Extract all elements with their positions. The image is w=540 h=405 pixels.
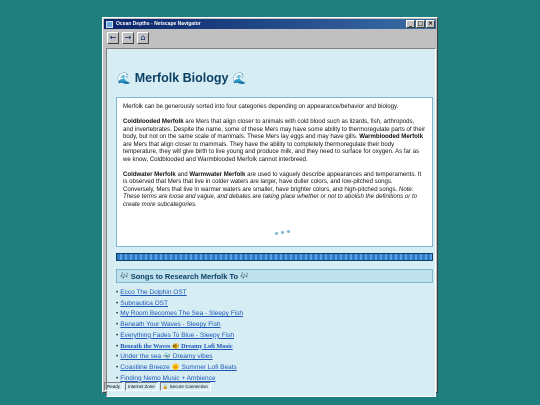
- list-item: • Under the sea 🐳 Dreamy vibes: [116, 353, 213, 361]
- status-secure: 🔒 Secure Connection: [160, 382, 211, 391]
- forward-button[interactable]: →: [122, 32, 134, 44]
- warmwater-term: Warmwater Merfolk: [189, 170, 246, 178]
- water-paragraph: [123, 171, 426, 209]
- status-zone: Internet Zone: [125, 382, 158, 391]
- back-button[interactable]: ←: [107, 32, 119, 44]
- close-button[interactable]: ×: [427, 20, 434, 27]
- songs-header: [116, 269, 433, 283]
- browser-window: [102, 17, 438, 393]
- window-controls: [406, 20, 435, 28]
- list-item: • Subnautica OST: [116, 299, 168, 307]
- progress-bar: [116, 253, 433, 261]
- song-link[interactable]: Subnautica OST: [120, 299, 168, 307]
- coldblooded-text: are Mers that align closer to animals with cold blood such as lizards, fish, arthropods, and invertebrates. Despite the name, some of these Mers may have some ability to thermoregulate parts of their body, but not on the same scale of mammals. These Mers lay eggs and may have gills.: [123, 118, 426, 140]
- song-link[interactable]: My Room Becomes The Sea - Sleepy Fish: [120, 310, 243, 318]
- songs-list: [116, 288, 243, 384]
- list-item: • Ecco The Dolphin OST: [116, 289, 187, 296]
- list-item: • Coastline Breeze 🌞 Summer Lofi Beats: [116, 363, 237, 371]
- list-item: • Beneath Your Waves - Sleepy Fish: [116, 321, 221, 329]
- song-link[interactable]: Beneath Your Waves - Sleepy Fish: [120, 321, 221, 329]
- warmblooded-term: Warmblooded Merfolk: [359, 133, 423, 140]
- page-title-text: Merfolk Biology: [134, 71, 229, 85]
- songs-header-text: Songs to Research Merfolk To: [130, 271, 239, 281]
- biology-info-box: [116, 97, 433, 247]
- music-notes-icon: 🎶: [120, 272, 129, 280]
- terms-note: Note: These terms are loose and vague, and debates are taking place whether or not to abolish the definitions or to create more subcategories.: [123, 185, 418, 208]
- song-link[interactable]: Everything Fades To Blue - Sleepy Fish: [120, 331, 234, 339]
- water-text: are used to vaguely describe appearances and temperaments. It is observed that Mers that live in colder waters are larger, have duller colors, and low-pitched songs. Conversely, Mers that live in warmer waters are smaller, have brighter colors, and high-pitched songs.: [123, 170, 422, 193]
- maximize-button[interactable]: □: [417, 20, 424, 27]
- wave-icon: 🌊: [117, 71, 131, 85]
- page-content[interactable]: [106, 48, 436, 397]
- status-ready: Ready: [104, 382, 123, 391]
- list-item: • Everything Fades To Blue - Sleepy Fish: [116, 331, 234, 339]
- music-notes-icon: 🎶: [240, 272, 249, 280]
- blood-paragraph: [123, 118, 426, 163]
- song-link[interactable]: Ecco The Dolphin OST: [120, 289, 187, 296]
- title-bar[interactable]: [104, 19, 436, 29]
- warmblooded-text: are Mers that align closer to mammals. They have the ability to completely thermoregulate their body temperature, they will give birth to live young and produce milk, and they need to surface for oxygen. As far as we know, Coldblooded and Warmblooded Merfolk cannot interbreed.: [123, 140, 420, 163]
- and-text: and: [175, 170, 190, 178]
- home-button[interactable]: ⌂: [137, 32, 149, 44]
- coldblooded-term: Coldblooded Merfolk: [123, 118, 184, 125]
- song-link[interactable]: Under the sea 🐳 Dreamy vibes: [120, 353, 213, 361]
- status-bar: [104, 382, 436, 391]
- window-title: Ocean Depths - Netscape Navigator: [116, 21, 201, 27]
- wave-icon: 🌊: [232, 71, 247, 85]
- coldwater-term: Coldwater Merfolk: [123, 170, 176, 178]
- song-link[interactable]: Finding Nemo Music + Ambience: [120, 374, 216, 382]
- list-item: • Beneath the Waves 🐠 Dreamy Lofi Music: [116, 342, 233, 350]
- song-link[interactable]: Coastline Breeze 🌞 Summer Lofi Beats: [120, 363, 237, 371]
- intro-paragraph: Merfolk can be generously sorted into four categories depending on appearance/behavior and biology.: [123, 103, 399, 110]
- minimize-button[interactable]: _: [406, 20, 415, 28]
- song-link[interactable]: Beneath the Waves 🐠 Dreamy Lofi Music: [120, 342, 233, 350]
- page-title: [117, 71, 246, 85]
- toolbar: [104, 30, 436, 46]
- app-icon: [106, 21, 113, 28]
- list-item: • My Room Becomes The Sea - Sleepy Fish: [116, 310, 243, 318]
- list-item: • Finding Nemo Music + Ambience: [116, 374, 216, 382]
